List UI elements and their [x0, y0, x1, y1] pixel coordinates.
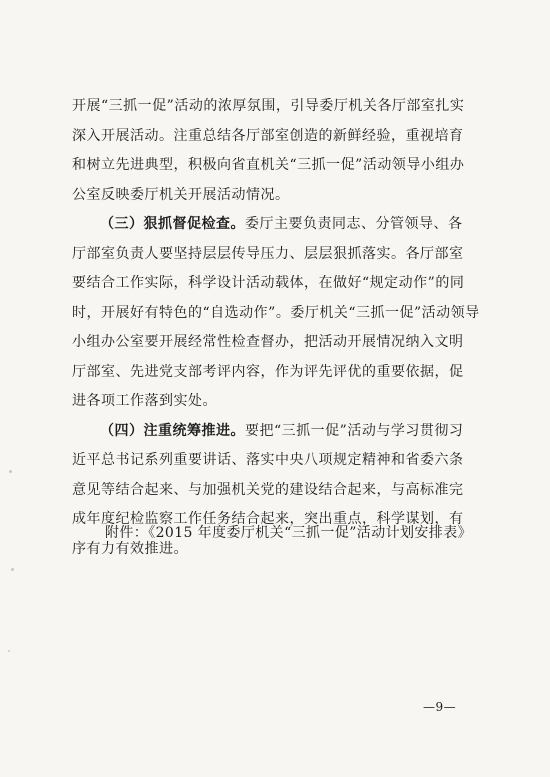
scan-speck — [11, 568, 14, 571]
text-line: 近平总书记系列重要讲话、落实中央八项规定精神和省委六条 — [72, 452, 464, 468]
text-fragment: 要把“三抓一促”活动与学习贯彻习 — [245, 422, 464, 439]
scan-speck — [9, 470, 12, 473]
document-body — [72, 92, 484, 564]
text-line: 进各项工作落到实处。 — [72, 393, 217, 409]
page-number: —9— — [423, 700, 457, 714]
text-line: 成年度纪检监察工作任务结合起来，突出重点，科学谋划，有 — [72, 511, 464, 527]
text-line: 开展“三抓一促”活动的浓厚氛围，引导委厅机关各厅部室扎实 — [72, 98, 465, 114]
text-line: 深入开展活动。注重总结各厅部室创造的新鲜经验，重视培育 — [72, 127, 464, 144]
text-line: 小组办公室要开展经常性检查督办，把活动开展情况纳入文明 — [72, 334, 464, 350]
text-line — [72, 210, 484, 240]
text-line: 厅部室负责人要坚持层层传导压力、层层狠抓落实。各厅部室 — [72, 245, 464, 262]
section-heading-coordination: （四）注重统筹推进。 — [100, 422, 245, 439]
text-line: 要结合工作实际，科学设计活动载体，在做好“规定动作”的同 — [72, 275, 465, 291]
text-fragment: 委厅主要负责同志、分管领导、各 — [245, 216, 463, 232]
paragraph-promotion — [72, 92, 484, 210]
text-line — [72, 417, 484, 447]
text-line: 和树立先进典型，积极向省直机关“三抓一促”活动领导小组办 — [72, 157, 465, 173]
attachment-note: 附件：《2015 年度委厅机关“三抓一促”活动计划安排表》 — [105, 525, 472, 541]
paragraph-supervision — [72, 210, 484, 417]
text-line: 意见等结合起来、与加强机关党的建设结合起来，与高标准完 — [72, 481, 464, 498]
section-heading-supervision: （三）狠抓督促检查。 — [100, 216, 245, 232]
scan-speck — [8, 650, 10, 652]
text-line: 厅部室、先进党支部考评内容，作为评先评优的重要依据，促 — [72, 363, 464, 380]
text-line: 时，开展好有特色的“自选动作”。委厅机关“三抓一促”活动领导 — [72, 304, 480, 321]
text-line: 序有力有效推进。 — [72, 540, 188, 557]
text-line: 公室反映委厅机关开展活动情况。 — [72, 186, 290, 203]
